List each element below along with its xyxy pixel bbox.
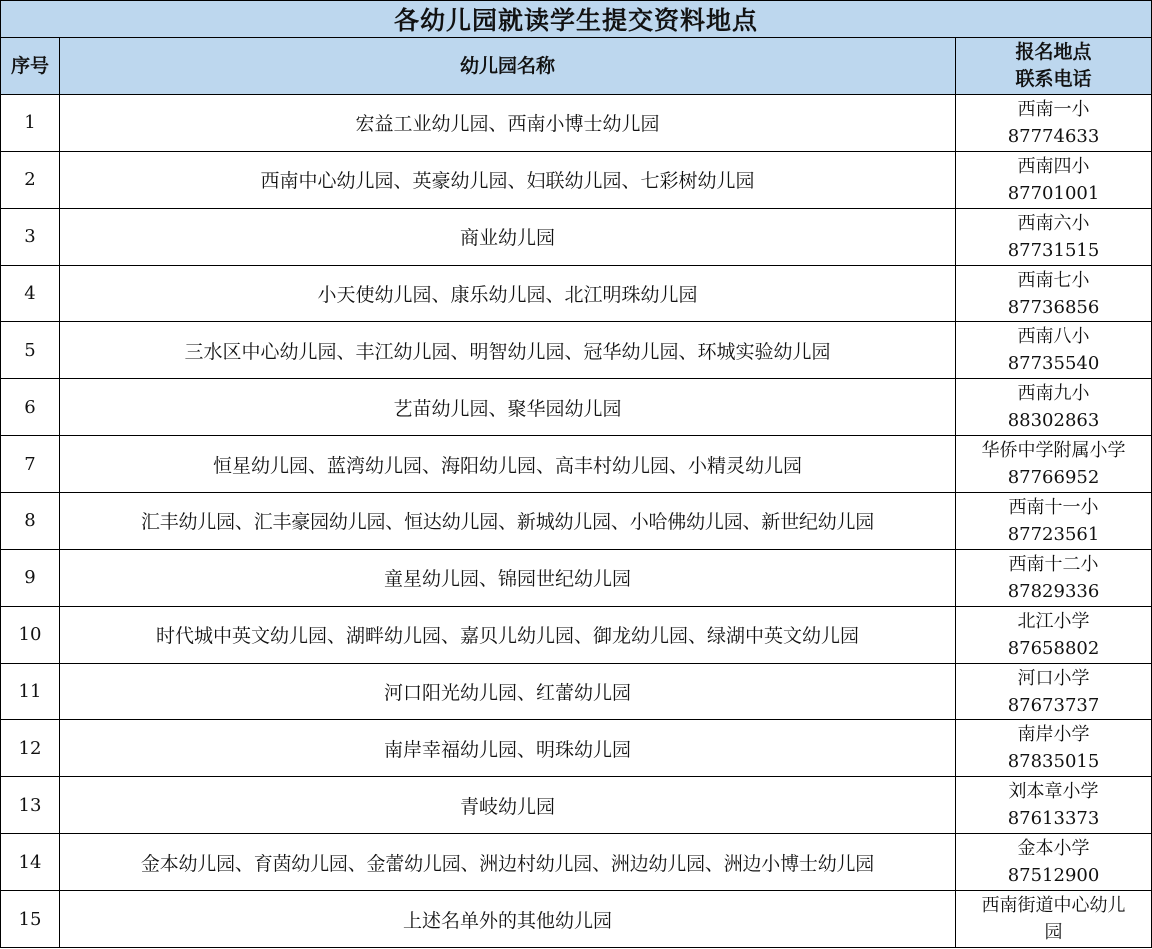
row-index: 8 [1,493,60,550]
row-location-cell [956,663,1152,720]
row-location-cell [956,436,1152,493]
row-phone: 88302863 [1007,410,1100,432]
table-body [1,95,1152,948]
row-kindergartens: 时代城中英文幼儿园、湖畔幼儿园、嘉贝儿幼儿园、御龙幼儿园、绿湖中英文幼儿园 [60,606,956,663]
row-index: 11 [1,663,60,720]
row-index: 14 [1,834,60,891]
table-row [1,322,1152,379]
row-phone: 87701001 [1007,182,1100,204]
row-phone: 87512900 [1007,865,1100,887]
row-phone: 87613373 [1007,808,1100,830]
table-row [1,606,1152,663]
table-row [1,436,1152,493]
row-location: 西南七小 [1017,269,1090,291]
row-phone: 87673737 [1007,694,1100,716]
header-location-line2: 联系电话 [1015,68,1092,90]
header-index: 序号 [1,38,60,95]
row-location-cell [956,606,1152,663]
row-kindergartens: 童星幼儿园、锦园世纪幼儿园 [60,549,956,606]
table-row [1,265,1152,322]
table-row [1,95,1152,152]
row-kindergartens: 西南中心幼儿园、英豪幼儿园、妇联幼儿园、七彩树幼儿园 [60,151,956,208]
row-kindergartens: 南岸幸福幼儿园、明珠幼儿园 [60,720,956,777]
row-location-cell [956,151,1152,208]
row-phone: 87658802 [1007,637,1100,659]
row-phone: 87723561 [1007,523,1100,545]
row-kindergartens: 河口阳光幼儿园、红蕾幼儿园 [60,663,956,720]
row-location: 西南一小 [1017,98,1090,120]
row-location-cell [956,834,1152,891]
row-index: 5 [1,322,60,379]
row-phone: 87829336 [1007,580,1100,602]
row-phone: 87774633 [1007,125,1100,147]
row-phone: 园 [1044,922,1063,944]
row-location: 河口小学 [1017,667,1090,689]
row-location: 北江小学 [1017,610,1090,632]
row-phone: 87735540 [1007,353,1100,375]
row-kindergartens: 商业幼儿园 [60,208,956,265]
header-row [1,38,1152,95]
header-location [956,38,1152,95]
row-index: 7 [1,436,60,493]
row-index: 10 [1,606,60,663]
row-location: 金本小学 [1017,838,1090,860]
row-kindergartens: 恒星幼儿园、蓝湾幼儿园、海阳幼儿园、高丰村幼儿园、小精灵幼儿园 [60,436,956,493]
row-location-cell [956,95,1152,152]
row-location: 南岸小学 [1017,724,1090,746]
row-location: 西南十二小 [1008,553,1099,575]
row-location-cell [956,493,1152,550]
title-row [1,1,1152,38]
row-phone: 87766952 [1007,467,1100,489]
row-location-cell [956,891,1152,948]
row-index: 2 [1,151,60,208]
row-location: 西南六小 [1017,212,1090,234]
row-location: 西南四小 [1017,155,1090,177]
table-row [1,720,1152,777]
row-kindergartens: 金本幼儿园、育茵幼儿园、金蕾幼儿园、洲边村幼儿园、洲边幼儿园、洲边小博士幼儿园 [60,834,956,891]
header-location-line1: 报名地点 [1015,41,1092,63]
row-location: 华侨中学附属小学 [981,440,1126,462]
row-index: 3 [1,208,60,265]
table-row [1,379,1152,436]
row-location-cell [956,379,1152,436]
row-location: 西南九小 [1017,383,1090,405]
row-index: 12 [1,720,60,777]
row-location-cell [956,549,1152,606]
row-location-cell [956,265,1152,322]
row-location-cell [956,720,1152,777]
row-kindergartens: 艺苗幼儿园、聚华园幼儿园 [60,379,956,436]
table-row [1,777,1152,834]
row-location: 西南街道中心幼儿 [981,895,1126,917]
row-index: 15 [1,891,60,948]
row-location: 西南十一小 [1008,496,1099,518]
row-kindergartens: 三水区中心幼儿园、丰江幼儿园、明智幼儿园、冠华幼儿园、环城实验幼儿园 [60,322,956,379]
row-index: 9 [1,549,60,606]
row-location: 刘本章小学 [1008,781,1099,803]
row-phone: 87736856 [1007,296,1100,318]
row-phone: 87731515 [1007,239,1100,261]
row-location-cell [956,322,1152,379]
row-location-cell [956,208,1152,265]
row-kindergartens: 汇丰幼儿园、汇丰豪园幼儿园、恒达幼儿园、新城幼儿园、小哈佛幼儿园、新世纪幼儿园 [60,493,956,550]
table-row [1,834,1152,891]
row-index: 4 [1,265,60,322]
row-index: 1 [1,95,60,152]
row-phone: 87835015 [1007,751,1100,773]
row-kindergartens: 上述名单外的其他幼儿园 [60,891,956,948]
row-kindergartens: 小天使幼儿园、康乐幼儿园、北江明珠幼儿园 [60,265,956,322]
row-index: 6 [1,379,60,436]
table-row [1,891,1152,948]
row-kindergartens: 青岐幼儿园 [60,777,956,834]
table-title: 各幼儿园就读学生提交资料地点 [1,1,1152,38]
table-row [1,663,1152,720]
table-row [1,549,1152,606]
table-row [1,151,1152,208]
row-kindergartens: 宏益工业幼儿园、西南小博士幼儿园 [60,95,956,152]
row-index: 13 [1,777,60,834]
row-location-cell [956,777,1152,834]
table-row [1,493,1152,550]
table-row [1,208,1152,265]
header-kindergarten: 幼儿园名称 [60,38,956,95]
row-location: 西南八小 [1017,326,1090,348]
